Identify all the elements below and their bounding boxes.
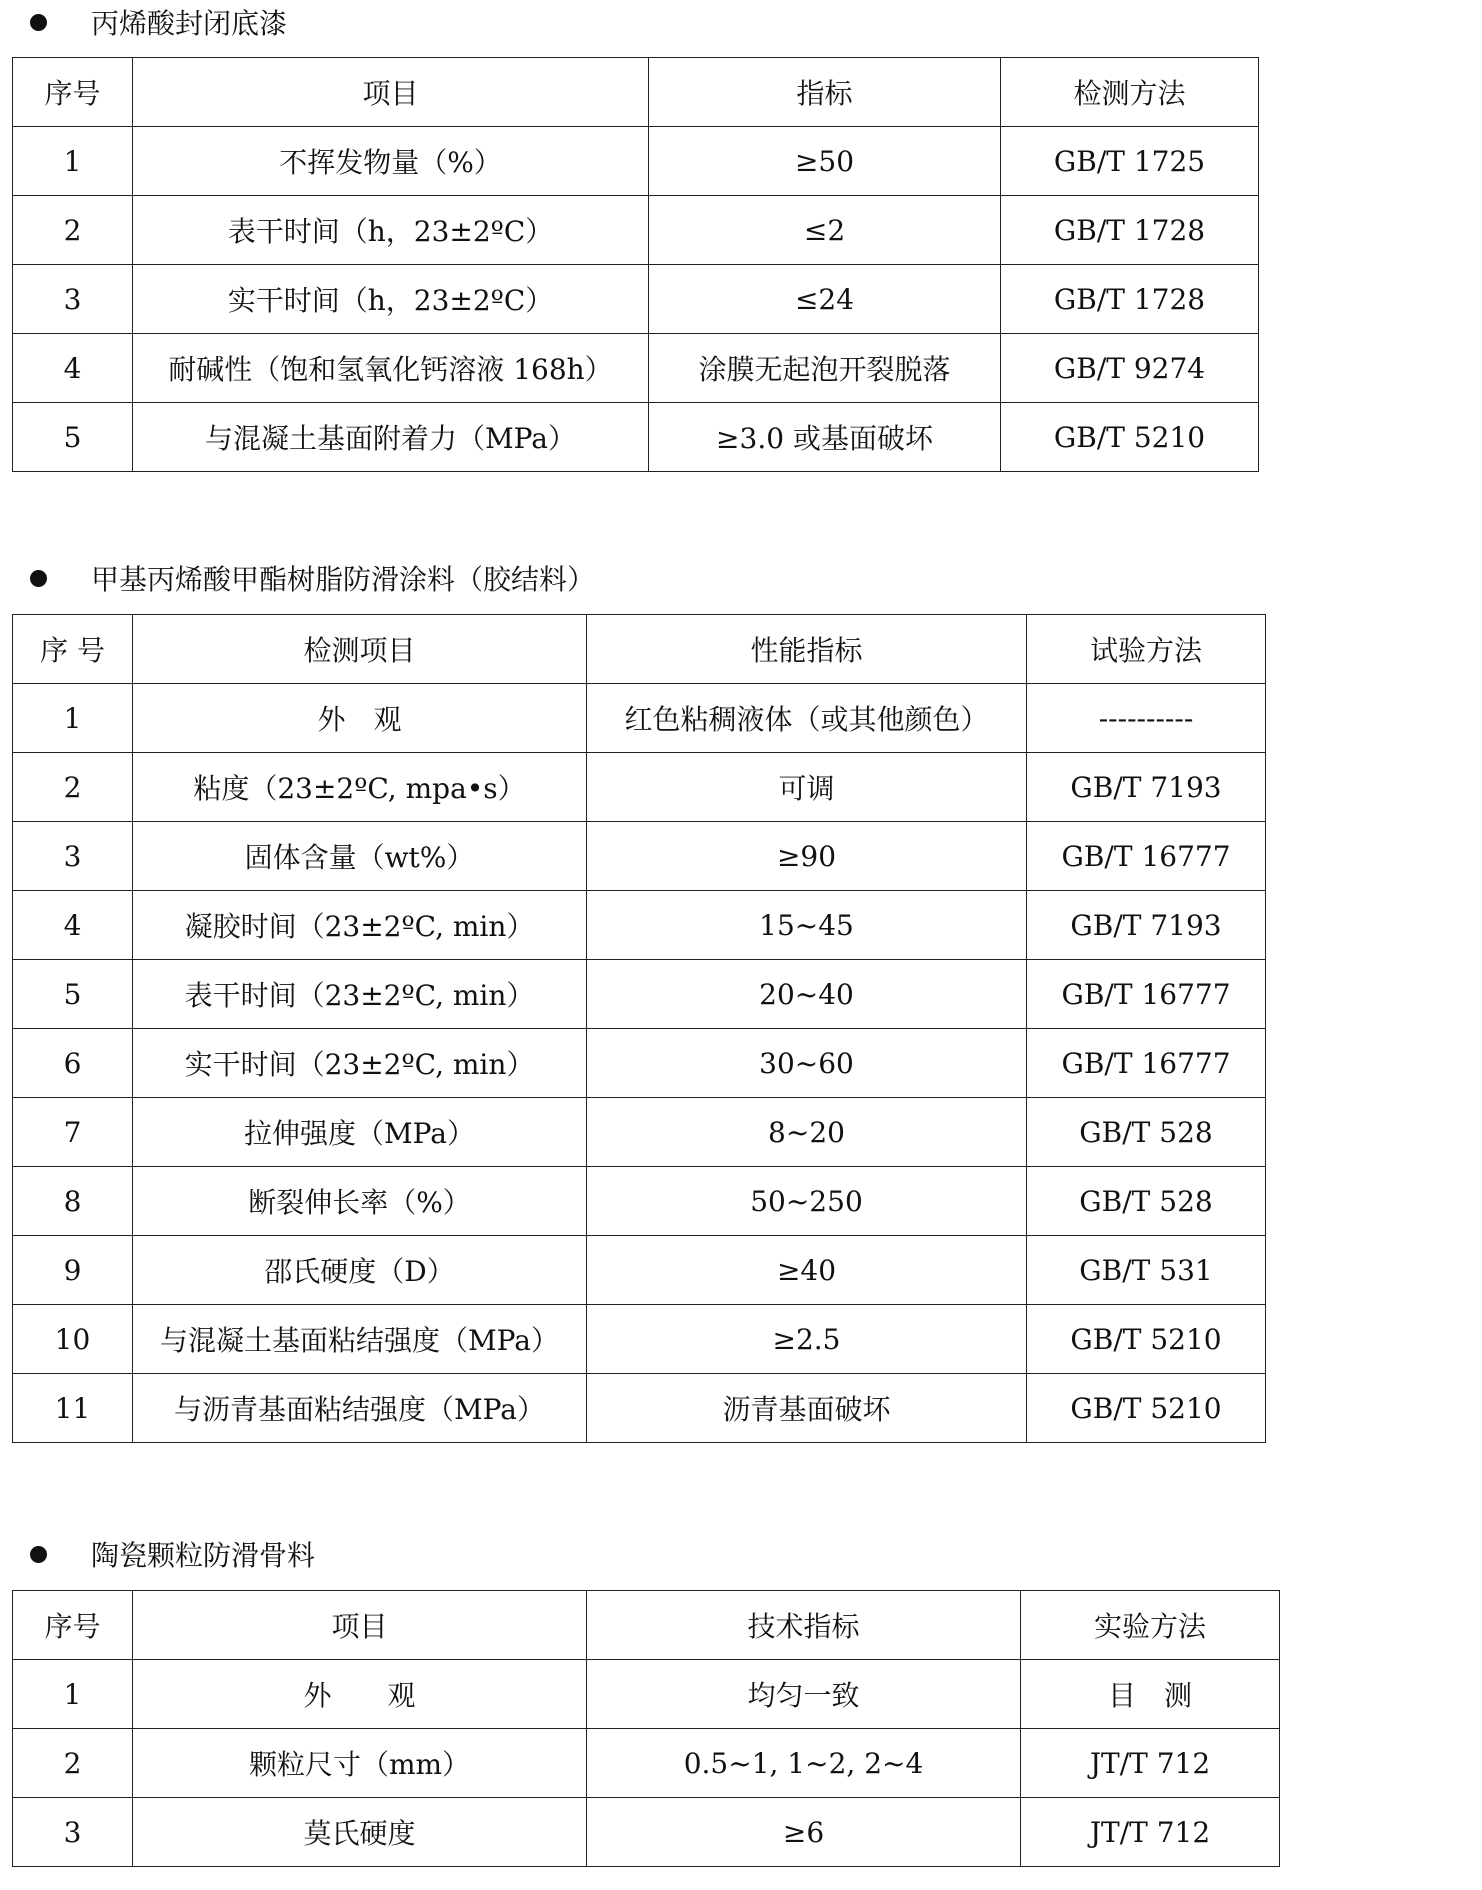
table-cell: ≤2 [649, 196, 1001, 265]
table-cell: GB/T 1728 [1001, 196, 1259, 265]
table-row [13, 127, 1259, 196]
table-cell: ---------- [1027, 684, 1266, 753]
table-cell: 可调 [587, 753, 1027, 822]
table-cell: GB/T 16777 [1027, 960, 1266, 1029]
table-cell: 目 测 [1021, 1660, 1280, 1729]
header-cell: 序号 [13, 1591, 133, 1660]
table-cell: 20~40 [587, 960, 1027, 1029]
section-title-2 [30, 556, 595, 600]
table-cell: GB/T 16777 [1027, 1029, 1266, 1098]
table-cell: 实干时间（23±2ºC, min） [133, 1029, 587, 1098]
table-cell: 8~20 [587, 1098, 1027, 1167]
table-cell: 30~60 [587, 1029, 1027, 1098]
table-cell: GB/T 528 [1027, 1167, 1266, 1236]
table-row [13, 1029, 1266, 1098]
table-cell: 0.5~1, 1~2, 2~4 [587, 1729, 1021, 1798]
header-cell: 项目 [133, 1591, 587, 1660]
table-cell: 6 [13, 1029, 133, 1098]
table-cell: 1 [13, 127, 133, 196]
table-cell: 5 [13, 403, 133, 472]
table-cell: 不挥发物量（%） [133, 127, 649, 196]
table-row [13, 196, 1259, 265]
table-cell: 沥青基面破坏 [587, 1374, 1027, 1443]
table-row [13, 1374, 1266, 1443]
table-cell: 外 观 [133, 684, 587, 753]
table-row [13, 334, 1259, 403]
table-cell: ≥40 [587, 1236, 1027, 1305]
spec-table-pmma-binder [12, 614, 1266, 1443]
table-cell: 10 [13, 1305, 133, 1374]
table-header-row [13, 1591, 1280, 1660]
header-cell: 指标 [649, 58, 1001, 127]
bullet-icon [30, 570, 47, 587]
table-cell: ≥90 [587, 822, 1027, 891]
table-cell: ≥3.0 或基面破坏 [649, 403, 1001, 472]
table-cell: GB/T 7193 [1027, 753, 1266, 822]
table-cell: GB/T 16777 [1027, 822, 1266, 891]
table-cell: 5 [13, 960, 133, 1029]
table-cell: GB/T 528 [1027, 1098, 1266, 1167]
table-row [13, 1660, 1280, 1729]
table-cell: 7 [13, 1098, 133, 1167]
table-cell: 实干时间（h，23±2ºC） [133, 265, 649, 334]
table-row [13, 1729, 1280, 1798]
table-row [13, 1098, 1266, 1167]
table-row [13, 1236, 1266, 1305]
table-cell: GB/T 7193 [1027, 891, 1266, 960]
table-cell: 3 [13, 822, 133, 891]
header-cell: 项目 [133, 58, 649, 127]
table-row [13, 822, 1266, 891]
table-cell: 8 [13, 1167, 133, 1236]
table-cell: 3 [13, 265, 133, 334]
table-cell: ≤24 [649, 265, 1001, 334]
section-title-1 [30, 0, 287, 44]
table-cell: GB/T 5210 [1027, 1305, 1266, 1374]
header-cell: 序号 [13, 58, 133, 127]
table-cell: 粘度（23±2ºC, mpa•s） [133, 753, 587, 822]
table-cell: 邵氏硬度（D） [133, 1236, 587, 1305]
table-row [13, 891, 1266, 960]
table-cell: 耐碱性（饱和氢氧化钙溶液 168h） [133, 334, 649, 403]
table-cell: 固体含量（wt%） [133, 822, 587, 891]
table-cell: GB/T 1725 [1001, 127, 1259, 196]
table-cell: 1 [13, 1660, 133, 1729]
table-cell: 表干时间（23±2ºC, min） [133, 960, 587, 1029]
table-row [13, 753, 1266, 822]
table-cell: 2 [13, 196, 133, 265]
table-row [13, 1167, 1266, 1236]
table-cell: 1 [13, 684, 133, 753]
table-row [13, 1305, 1266, 1374]
table-row [13, 1798, 1280, 1867]
section-title-text: 甲基丙烯酸甲酯树脂防滑涂料（胶结料） [91, 563, 596, 596]
table-cell: 15~45 [587, 891, 1027, 960]
table-cell: 均匀一致 [587, 1660, 1021, 1729]
table-cell: 表干时间（h，23±2ºC） [133, 196, 649, 265]
table-row [13, 684, 1266, 753]
table-cell: 与沥青基面粘结强度（MPa） [133, 1374, 587, 1443]
section-title-3 [30, 1532, 315, 1576]
table-cell: JT/T 712 [1021, 1798, 1280, 1867]
bullet-icon [30, 1546, 47, 1563]
spec-table-sealer-primer [12, 57, 1259, 472]
table-cell: 3 [13, 1798, 133, 1867]
table-cell: 与混凝土基面粘结强度（MPa） [133, 1305, 587, 1374]
table-cell: GB/T 5210 [1027, 1374, 1266, 1443]
table-cell: GB/T 531 [1027, 1236, 1266, 1305]
table-cell: 11 [13, 1374, 133, 1443]
table-cell: 外 观 [133, 1660, 587, 1729]
header-cell: 检测方法 [1001, 58, 1259, 127]
header-cell: 序 号 [13, 615, 133, 684]
table-cell: 4 [13, 334, 133, 403]
table-cell: GB/T 1728 [1001, 265, 1259, 334]
section-title-text: 陶瓷颗粒防滑骨料 [91, 1539, 316, 1572]
section-title-text: 丙烯酸封闭底漆 [91, 7, 288, 40]
table-cell: 莫氏硬度 [133, 1798, 587, 1867]
table-header-row [13, 58, 1259, 127]
table-header-row [13, 615, 1266, 684]
header-cell: 技术指标 [587, 1591, 1021, 1660]
header-cell: 性能指标 [587, 615, 1027, 684]
table-cell: ≥6 [587, 1798, 1021, 1867]
header-cell: 试验方法 [1027, 615, 1266, 684]
header-cell: 实验方法 [1021, 1591, 1280, 1660]
table-cell: 断裂伸长率（%） [133, 1167, 587, 1236]
bullet-icon [30, 14, 47, 31]
table-cell: 4 [13, 891, 133, 960]
table-cell: 涂膜无起泡开裂脱落 [649, 334, 1001, 403]
table-cell: 50~250 [587, 1167, 1027, 1236]
table-cell: JT/T 712 [1021, 1729, 1280, 1798]
table-cell: 颗粒尺寸（mm） [133, 1729, 587, 1798]
table-cell: 9 [13, 1236, 133, 1305]
spec-table-ceramic-aggregate [12, 1590, 1280, 1867]
table-row [13, 403, 1259, 472]
table-cell: ≥50 [649, 127, 1001, 196]
table-cell: 红色粘稠液体（或其他颜色） [587, 684, 1027, 753]
table-cell: ≥2.5 [587, 1305, 1027, 1374]
table-cell: 2 [13, 753, 133, 822]
header-cell: 检测项目 [133, 615, 587, 684]
table-row [13, 960, 1266, 1029]
table-row [13, 265, 1259, 334]
table-cell: 2 [13, 1729, 133, 1798]
table-cell: 凝胶时间（23±2ºC, min） [133, 891, 587, 960]
table-cell: GB/T 5210 [1001, 403, 1259, 472]
table-cell: GB/T 9274 [1001, 334, 1259, 403]
table-cell: 与混凝土基面附着力（MPa） [133, 403, 649, 472]
table-cell: 拉伸强度（MPa） [133, 1098, 587, 1167]
